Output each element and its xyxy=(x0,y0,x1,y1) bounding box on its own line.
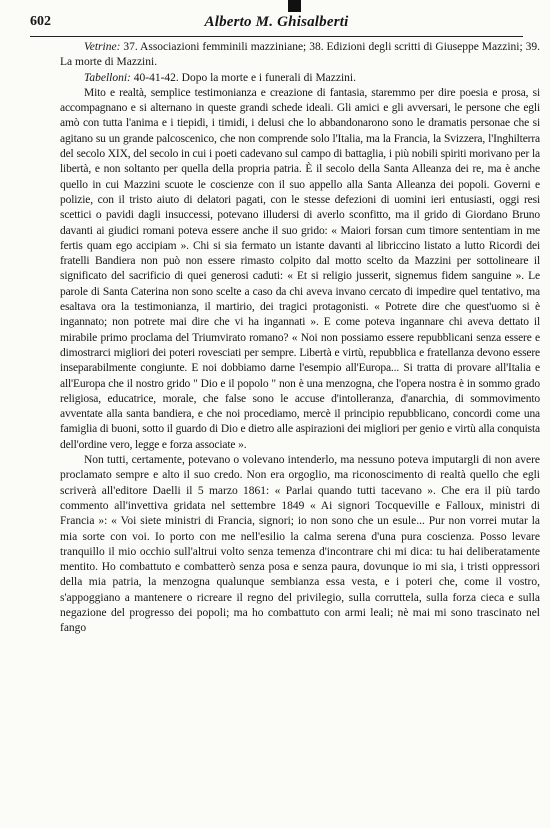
paragraph-text: Mito e realtà, semplice testimonianza e creazione di fantasia, staremmo per dire poesia e prosa, si accompagnano e si alternano in queste grandi schede ideali. Gli amici e gli avversari, le persone che egli amò con tutta l'anima e i tiepidi, i timidi, i delusi che lo abbandonarono sono le dramatis personae che si agitano su un grande palcoscenico, che non comprende solo l'Italia, ma la Francia, la Svizzera, l'Inghilterra del secolo XIX, del secolo in cui i poeti cadevano sul campo di battaglia, i più nobili spiriti morivano per la libertà, e non soltanto per quella della propria patria. È il secolo della Santa Alleanza dei re, ma è anche quello in cui Mazzini scuote le coscienze con il suo appello alla Santa Alleanza dei popoli. Governi e polizie, con il tristo aiuto di delatori pagati, con le stesse defezioni di uomini ieri entusiasti, oggi resi scettici o pavidi dagli insuccessi, potevano illudersi di averlo sconfitto, ma il grido di Giordano Bruno davanti ai giudici romani poteva essere anche il suo grido: « Maiori forsan cum timore sententiam in me fertis quam ego accipiam ». Chi si sia fermato un istante davanti al libriccino listato a lutto Ricordi dei fratelli Bandiera non può non essere rimasto colpito dal motto scelto da Mazzini per sottolineare il significato del sacrificio di quei generosi caduti: « Et si religio jusserit, signemus fidem sanguine ». Le parole di Santa Caterina non sono scelte a caso da chi aveva invano cercato di impedire quel tentativo, ma esaltava ora la testimonianza, il martirio, dei tragici protagonisti. « Potrete dire che quest'uomo si è ingannato; non potrete mai dire che vi ha ingannati ». E come poteva ingannare chi aveva dettato il mirabile primo proclama del Triumvirato romano? « Noi non possiamo essere repubblicani senza essere e dimostrarci migliori dei poteri rovesciati per sempre. Libertà e virtù, repubblica e fratellanza devono essere inseparabilmente congiunte. E noi dobbiamo darne l'esempio all'Europa... Si tratta di provare all'Italia e all'Europa che il nostro grido " Dio e il popolo " non è una menzogna, che l'opera nostra è in sommo grado religiosa, educatrice, morale, che false sono le accuse d'intolleranza, d'anarchia, di sommovimento avventate alla santa bandiera, e che noi procediamo, mercè il principio repubblicano, concordi come una famiglia di buoni, sotto il guardo di Dio e dietro alle aspirazioni dei migliori per genio e virtù alla conquista dell'ordine vero, legge e forza associate ». xyxy=(60,86,540,451)
paragraph-text: Non tutti, certamente, potevano o volevano intenderlo, ma nessuno poteva imputargli di non avere proclamato sempre e alto il suo credo. Non era orgoglio, ma riconoscimento di realtà quello che egli scriverà all'editore Daelli il 5 marzo 1861: « Parlai quando tutti tacevano ». Che era il più tardo commento all'invettiva gridata nel settembre 1849 « Ai signori Tocqueville e Falloux, ministri di Francia »: « Voi siete ministri di Francia, signori; io non sono che un esule... Pur non vorrei mutar la mia sorte con voi. Io porto con me nell'esilio la calma serena d'una pura coscienza. Posso levare tranquillo il mio occhio sull'altrui volto senza temenza d'incontrare chi mi dica: tu hai deliberatamente mentito. Ho combattuto e combatterò senza posa e senza paura, dovunque io mi sia, i tristi oppressori della mia patria, la menzogna qualunque sembianza essa vesta, e i poteri che, come il vostro, s'appoggiano a mantenere o ricreare il regno del privilegio, sulla corruttela, sulla forza cieca e sulla negazione del progresso dei popoli; ma ho combattuto con armi leali; nè mai mi sono trascinato nel fango xyxy=(60,454,540,635)
paragraph-tabelloni xyxy=(60,71,540,86)
paragraph-lead: Vetrine: xyxy=(84,41,121,53)
paragraph-text: 37. Associazioni femminili mazziniane; 38. Edizioni degli scritti di Giuseppe Mazzini; 39. La morte di Mazzini. xyxy=(60,41,540,69)
running-title: Alberto M. Ghisalberti xyxy=(204,14,349,30)
paragraph-lead: Tabelloni: xyxy=(84,71,131,84)
running-header xyxy=(30,6,523,37)
paragraph-non-tutti xyxy=(60,453,540,637)
register-mark xyxy=(288,0,301,12)
body-text xyxy=(60,40,540,637)
paragraph-vetrine xyxy=(60,40,540,71)
paragraph-mito-e-realta xyxy=(60,86,540,453)
paragraph-text: 40-41-42. Dopo la morte e i funerali di Mazzini. xyxy=(130,71,357,84)
page-number: 602 xyxy=(30,14,51,29)
